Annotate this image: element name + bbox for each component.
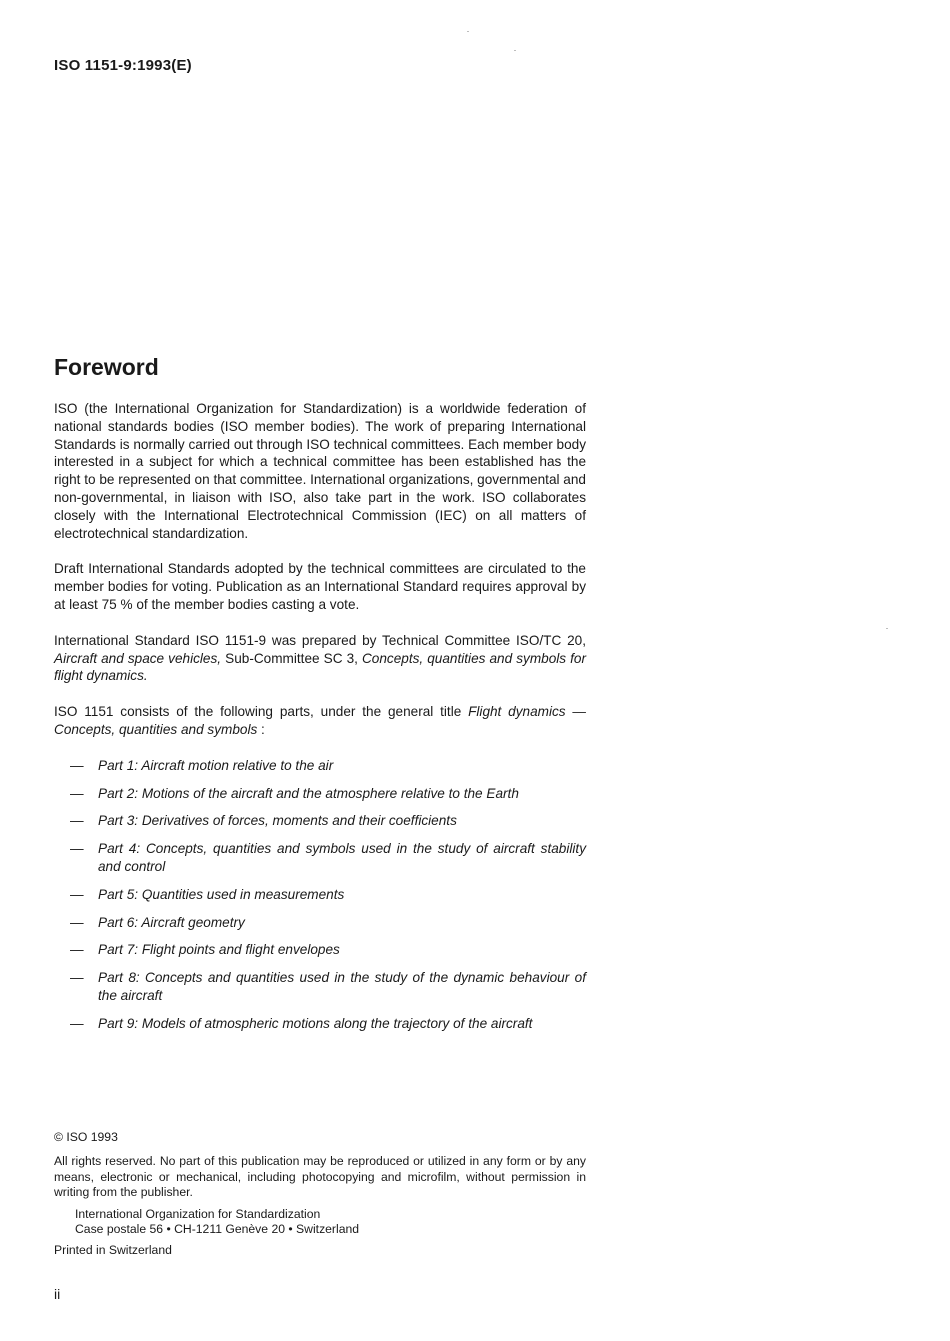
list-item-part-9 xyxy=(54,1015,586,1033)
list-item-part-6 xyxy=(54,914,586,932)
copyright-notice: © ISO 1993 xyxy=(54,1130,118,1144)
publisher-address xyxy=(54,1207,586,1238)
address-line-postal: Case postale 56 • CH-1211 Genève 20 • Switzerland xyxy=(75,1222,360,1237)
list-item-part-8 xyxy=(54,969,586,1005)
p3-subcommittee-title: Concepts, quantities and symbols for flight dynamics. xyxy=(54,650,586,684)
dash-bullet: — xyxy=(70,785,84,801)
scan-speck xyxy=(886,628,888,629)
list-item-part-1 xyxy=(54,757,586,775)
foreword-heading: Foreword xyxy=(54,354,159,380)
dash-bullet: — xyxy=(70,886,84,902)
dash-bullet: — xyxy=(70,813,84,829)
foreword-paragraph-2: Draft International Standards adopted by the technical committees are circulated to the member bodies for voting. Publication as an International Standard requires approval by at least 75 % of the member bodies casting a vote. xyxy=(54,561,586,612)
p3-text-1: International Standard ISO 1151-9 was prepared by Technical Committee ISO/TC 20, xyxy=(54,632,586,648)
dash-bullet: — xyxy=(70,942,84,958)
part-label: Part 4: Concepts, quantities and symbols used in the study of aircraft stability and control xyxy=(98,841,586,874)
dash-bullet: — xyxy=(70,970,84,986)
foreword-body xyxy=(54,400,586,1043)
p3-committee-title: Aircraft and space vehicles, xyxy=(54,650,222,666)
rights-statement: All rights reserved. No part of this publication may be reproduced or utilized in any form or by any means, electronic or mechanical, including photocopying and microfilm, without permission in writing from the publisher. xyxy=(54,1154,586,1200)
p4-text-1: ISO 1151 consists of the following parts, under the general title xyxy=(54,704,469,720)
list-item-part-4 xyxy=(54,840,586,876)
scan-speck xyxy=(467,31,469,32)
dash-bullet: — xyxy=(70,1015,84,1031)
dash-bullet: — xyxy=(70,914,84,930)
document-id: ISO 1151-9:1993(E) xyxy=(54,57,192,74)
parts-list xyxy=(54,757,586,1033)
part-label: Part 6: Aircraft geometry xyxy=(98,914,245,930)
part-label: Part 2: Motions of the aircraft and the atmosphere relative to the Earth xyxy=(98,785,519,801)
foreword-paragraph-1: ISO (the International Organization for Standardization) is a worldwide federation of national standards bodies (ISO member bodies). The work of preparing International Standards is normally carried out through ISO technical committees. Each member body interested in a subject for which a technical committee has been established has the right to be represented on that committee. International organizations, governmental and non-governmental, in liaison with ISO, also take part in the work. ISO collaborates closely with the International Electrotechnical Commission (IEC) on all matters of electrotechnical standardization. xyxy=(54,401,586,541)
p4-general-title: Flight dynamics — Concepts, quantities and symbols xyxy=(54,704,586,737)
address-line-organization: International Organization for Standardization xyxy=(75,1206,321,1221)
p4-text-2: : xyxy=(257,721,265,737)
part-label: Part 8: Concepts and quantities used in the study of the dynamic behaviour of the aircraft xyxy=(98,970,586,1003)
list-item-part-5 xyxy=(54,886,586,904)
list-item-part-2 xyxy=(54,785,586,803)
dash-bullet: — xyxy=(70,757,84,773)
printed-in: Printed in Switzerland xyxy=(54,1243,172,1258)
part-label: Part 1: Aircraft motion relative to the air xyxy=(98,757,334,773)
part-label: Part 7: Flight points and flight envelopes xyxy=(98,942,340,958)
page-number: ii xyxy=(54,1286,61,1302)
scan-speck xyxy=(514,50,516,51)
list-item-part-7 xyxy=(54,941,586,959)
part-label: Part 3: Derivatives of forces, moments and their coefficients xyxy=(98,813,457,829)
part-label: Part 5: Quantities used in measurements xyxy=(98,886,345,902)
foreword-paragraph-3 xyxy=(54,632,586,685)
publication-footer xyxy=(54,1130,586,1259)
part-label: Part 9: Models of atmospheric motions along the trajectory of the aircraft xyxy=(98,1015,533,1031)
list-item-part-3 xyxy=(54,812,586,830)
foreword-paragraph-4 xyxy=(54,703,586,739)
dash-bullet: — xyxy=(70,841,84,857)
p3-text-2: Sub-Committee SC 3, xyxy=(221,650,362,666)
